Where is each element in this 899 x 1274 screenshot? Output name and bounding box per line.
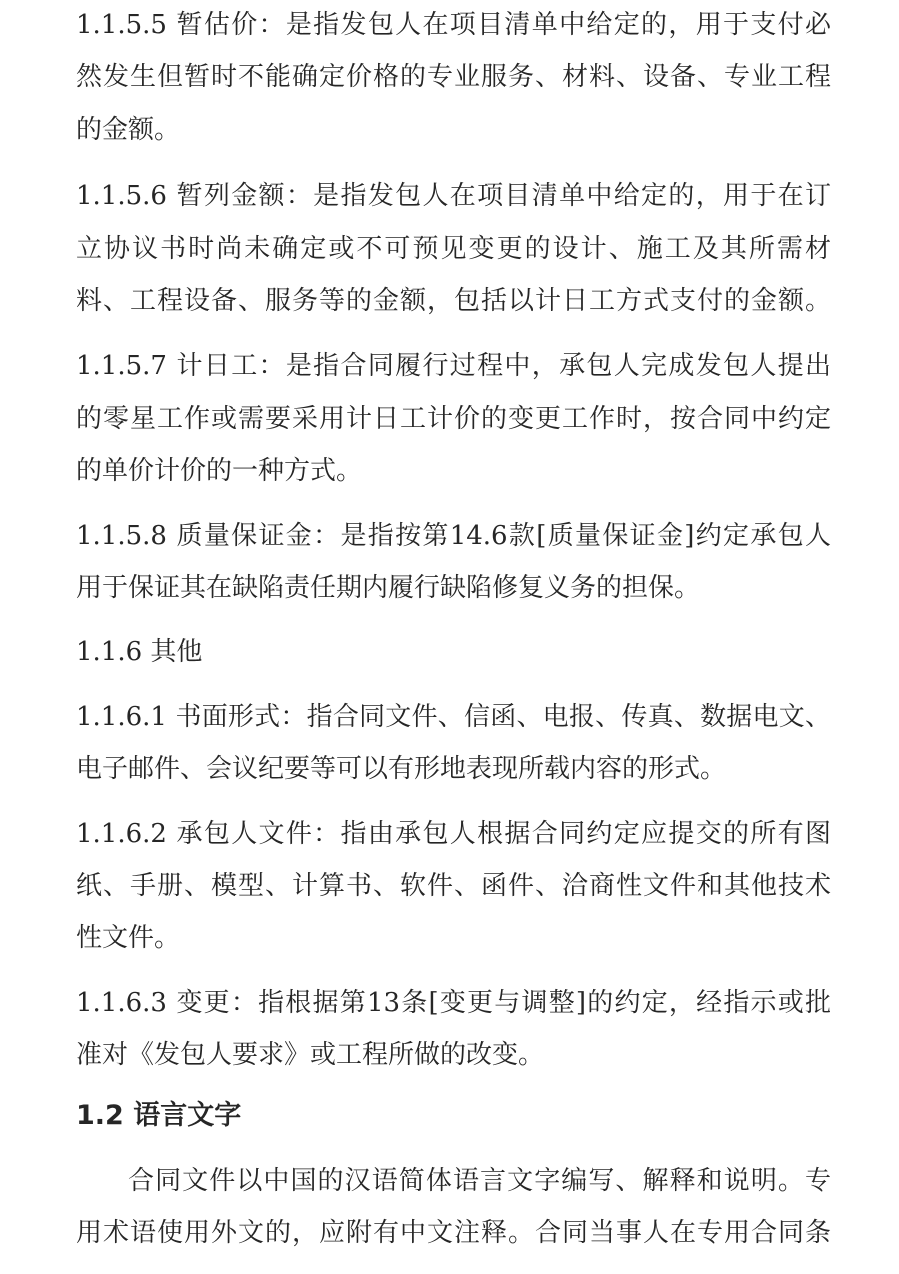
clause-1-1-5-6-line-2: 立协议书时尚未确定或不可预见变更的设计、施工及其所需材 (76, 234, 831, 264)
clause-1-1-6-3-line-1: 1.1.6.3 变更：指根据第13条[变更与调整]的约定，经指示或批 (76, 988, 831, 1018)
clause-1-1-6-1-line-1: 1.1.6.1 书面形式：指合同文件、信函、电报、传真、数据电文、 (76, 702, 831, 732)
clause-1-1-5-6-line-1: 1.1.5.6 暂列金额：是指发包人在项目清单中给定的，用于在订 (76, 181, 831, 211)
clause-1-1-5-8-line-1: 1.1.5.8 质量保证金：是指按第14.6款[质量保证金]约定承包人 (76, 521, 831, 551)
clause-1-1-6-2-line-1: 1.1.6.2 承包人文件：指由承包人根据合同约定应提交的所有图 (76, 819, 831, 849)
clause-1-1-5-5-line-2: 然发生但暂时不能确定价格的专业服务、材料、设备、专业工程 (76, 62, 831, 92)
section-1-1-6-title: 1.1.6 其他 (76, 637, 203, 667)
clause-1-1-5-8-line-2: 用于保证其在缺陷责任期内履行缺陷修复义务的担保。 (76, 573, 701, 603)
clause-1-1-5-7-line-3: 的单价计价的一种方式。 (76, 456, 363, 486)
section-1-2-paragraph-line-1: 合同文件以中国的汉语简体语言文字编写、解释和说明。专 (128, 1166, 831, 1196)
clause-1-1-5-5-line-1: 1.1.5.5 暂估价：是指发包人在项目清单中给定的，用于支付必 (76, 10, 831, 40)
clause-1-1-6-2-line-3: 性文件。 (76, 923, 181, 953)
clause-1-1-5-7-line-1: 1.1.5.7 计日工：是指合同履行过程中，承包人完成发包人提出 (76, 351, 831, 381)
section-1-2-heading: 1.2 语言文字 (76, 1100, 242, 1131)
clause-1-1-6-2-line-2: 纸、手册、模型、计算书、软件、函件、洽商性文件和其他技术 (76, 871, 831, 901)
section-1-2-paragraph-line-2: 用术语使用外文的，应附有中文注释。合同当事人在专用合同条 (76, 1218, 831, 1248)
clause-1-1-5-7-line-2: 的零星工作或需要采用计日工计价的变更工作时，按合同中约定 (76, 404, 831, 434)
clause-1-1-5-5-line-3: 的金额。 (76, 115, 181, 145)
clause-1-1-6-1-line-2: 电子邮件、会议纪要等可以有形地表现所载内容的形式。 (76, 754, 727, 784)
clause-1-1-6-3-line-2: 准对《发包人要求》或工程所做的改变。 (76, 1040, 545, 1070)
clause-1-1-5-6-line-3: 料、工程设备、服务等的金额，包括以计日工方式支付的金额。 (76, 286, 831, 316)
